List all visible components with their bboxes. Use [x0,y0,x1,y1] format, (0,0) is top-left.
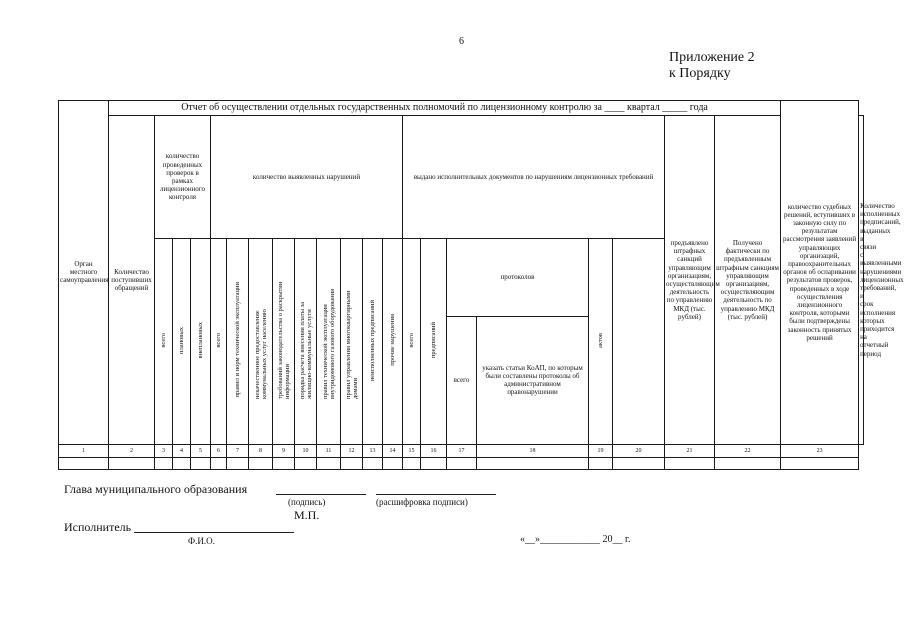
data-cell[interactable] [781,457,859,469]
report-form-table [58,100,904,470]
annex-caption [669,50,755,82]
rasshifrovka-caption: (расшифровка подписи) [376,497,468,507]
col-number: 17 [447,444,477,457]
col-number: 21 [665,444,715,457]
col-number: 15 [403,444,421,457]
data-cell[interactable] [191,457,211,469]
col-narusheniy: количество выявленных нарушений [211,116,403,239]
mp-label: М.П. [294,508,320,522]
col-number: 5 [191,444,211,457]
signature-line[interactable] [276,494,366,495]
n-plata: порядка расчета внесения платы за жилищно-коммунальные услуги [295,238,317,444]
data-cell[interactable] [155,457,173,469]
col-number: 19 [589,444,613,457]
col-number: 16 [421,444,447,457]
col-number: 22 [715,444,781,457]
data-cell[interactable] [227,457,249,469]
col-number: 12 [341,444,363,457]
p-statyi-koap: указать статьи КоАП, по которым были составлены протоколы об административном правонарушении [477,316,589,444]
page-number: 6 [459,36,464,47]
col-number: 20 [613,444,665,457]
col-organ: Орган местного самоуправления [59,101,109,445]
n-upr: правил управления многоквартирными домами [341,238,363,444]
data-cell[interactable] [249,457,273,469]
sub-planovyh: плановых [173,238,191,444]
fio-caption: Ф.И.О. [188,536,215,546]
n-raskr: требований законодательства о раскрытии информации [273,238,295,444]
col-sud-resheniy: количество судебных решений, вступивших в законную силу по результатам рассмотрения заявлений управляющих организаций, правоохранительных органов об оспаривании результатов проверок, проведенных в ходе осуществления лицензионного контроля, которыми были подтверждены законность принятых решений [781,101,859,445]
col-kol-postup: Количество поступивших обращений [109,116,155,444]
col-number: 3 [155,444,173,457]
data-cell[interactable] [295,457,317,469]
col-number: 13 [363,444,383,457]
data-cell[interactable] [715,457,781,469]
date-field[interactable]: «__»____________ 20__ г. [520,534,631,545]
col-number: 18 [477,444,589,457]
col-shtraf-pred: предъявлено штрафных санкций управляющим организациям, осуществляющим деятельность по управлению МКД (тыс. рублей) [665,116,715,444]
n-vsego: всего [211,238,227,444]
data-cell[interactable] [421,457,447,469]
n-gaz: правил технической эксплуатации внутридомового газового оборудования [317,238,341,444]
col-shtraf-poluch: Получено фактически по предъявленным штрафным санкциям управляющим организациям, осуществляющим деятельность по управлению МКД (тыс. рублей) [715,116,781,444]
ispolnitel-line[interactable] [134,532,294,533]
n-tech: правил и норм технической эксплуатации [227,238,249,444]
annex-line-1: Приложение 2 [669,50,755,65]
col-number: 9 [273,444,295,457]
col-ispoln-pred: Количество исполненных предписаний, выданных в связи с выявленными нарушениями лицензионных требований, и срок исполнения которых приходится на отчетный период [859,116,864,444]
data-cell[interactable] [211,457,227,469]
col-number: 2 [109,444,155,457]
v-aktov: актов [589,238,613,444]
signature-decode-line[interactable] [376,494,496,495]
sub-vneplanovyh: внеплановых [191,238,211,444]
data-cell[interactable] [447,457,477,469]
col-number: 7 [227,444,249,457]
head-label: Глава муниципального образования [64,482,248,496]
annex-line-2: к Порядку [669,66,731,81]
data-cell[interactable] [477,457,589,469]
data-cell[interactable] [383,457,403,469]
col-number: 4 [173,444,191,457]
data-row[interactable] [59,457,864,469]
report-title: Отчет об осуществлении отдельных государственных полномочий по лицензионному контролю за ____ квартал _____ года [109,101,781,116]
p-vsego: всего [447,316,477,444]
col-vydano: выдано исполнительных документов по нарушениям лицензионных требований [403,116,665,239]
data-cell[interactable] [341,457,363,469]
data-cell[interactable] [613,457,665,469]
data-cell[interactable] [273,457,295,469]
data-cell[interactable] [59,457,109,469]
column-numbers-row [59,444,864,457]
col-number: 23 [781,444,859,457]
v-protokolov: протоколов [447,238,589,316]
data-cell[interactable] [403,457,421,469]
n-kommun: некачественное предоставление коммунальных услуг населению [249,238,273,444]
sub-vsego: всего [155,238,173,444]
col-number: 10 [295,444,317,457]
col-number: 1 [59,444,109,457]
data-cell[interactable] [665,457,715,469]
n-neisp: неисполненных предписаний [363,238,383,444]
col-number: 11 [317,444,341,457]
data-cell[interactable] [109,457,155,469]
podpis-caption: (подпись) [288,497,326,507]
col-kol-proverok: количество проведенных проверок в рамках лицензионного контроля [155,116,211,239]
data-cell[interactable] [173,457,191,469]
v-predpis: предписаний [421,238,447,444]
data-cell[interactable] [363,457,383,469]
n-proch: прочие нарушения [383,238,403,444]
data-cell[interactable] [589,457,613,469]
ispolnitel-label: Исполнитель [64,520,132,534]
col-number: 14 [383,444,403,457]
col-number: 8 [249,444,273,457]
data-cell[interactable] [317,457,341,469]
v-vsego: всего [403,238,421,444]
col-number: 6 [211,444,227,457]
